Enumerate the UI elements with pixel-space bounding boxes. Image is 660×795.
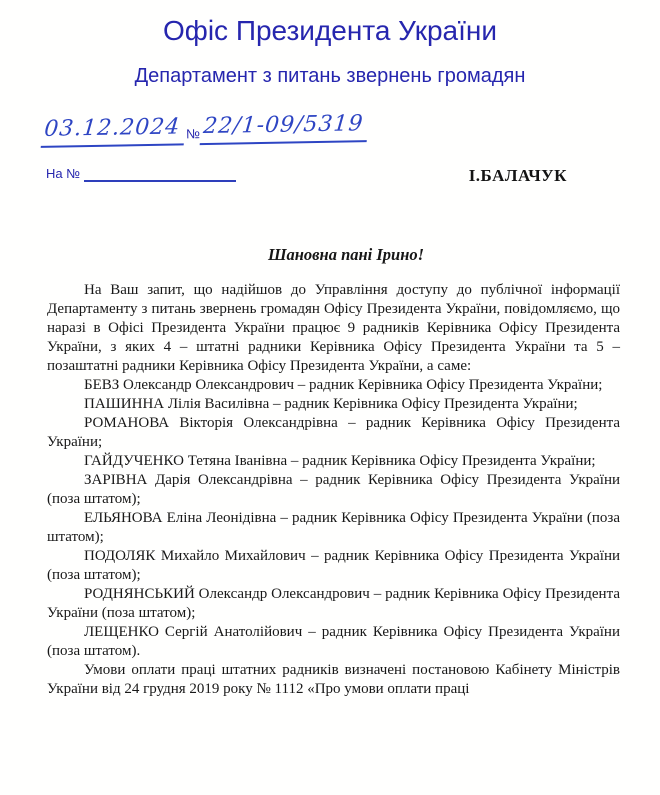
salutation: Шановна пані Ірино! bbox=[267, 245, 425, 264]
paragraph-pay-conditions: Умови оплати праці штатних радників визначені постановою Кабінету Міністрів України від 24 грудня 2019 року № 1112 «Про умови оплати праці bbox=[47, 662, 620, 697]
reply-blank-line bbox=[84, 166, 236, 182]
paragraph-advisor: ЛЕЩЕНКО Сергій Анатолійович – радник Керівника Офісу Президента України (поза штатом). bbox=[47, 624, 620, 659]
reply-reference-line bbox=[46, 166, 236, 182]
paragraph-advisor: ГАЙДУЧЕНКО Тетяна Іванівна – радник Керівника Офісу Президента України; bbox=[84, 453, 596, 469]
paragraph-advisor: ПАШИННА Лілія Василівна – радник Керівника Офісу Президента України; bbox=[84, 396, 578, 412]
paragraph-advisor: ПОДОЛЯК Михайло Михайлович – радник Керівника Офісу Президента України (поза штатом); bbox=[47, 548, 620, 583]
reply-to-label: На № bbox=[46, 166, 81, 181]
letter-body bbox=[47, 281, 620, 699]
paragraph-advisor: РОДНЯНСЬКИЙ Олександр Олександрович – радник Керівника Офісу Президента України (поза штатом); bbox=[47, 586, 620, 621]
org-subtitle: Департамент з питань звернень громадян bbox=[134, 65, 526, 87]
paragraph-advisor: ЕЛЬЯНОВА Еліна Леонідівна – радник Керівника Офісу Президента України (поза штатом); bbox=[47, 510, 620, 545]
paragraph-advisor: ЗАРІВНА Дарія Олександрівна – радник Керівника Офісу Президента України (поза штатом); bbox=[47, 472, 620, 507]
handwritten-date: 03.12.2024 bbox=[41, 114, 187, 148]
addressee-name: І.БАЛАЧУК bbox=[468, 166, 567, 185]
org-title: Офіс Президента України bbox=[163, 15, 497, 46]
handwritten-outgoing-number: 22/1-09/5319 bbox=[200, 111, 370, 145]
paragraph-advisor: РОМАНОВА Вікторія Олександрівна – радник Керівника Офісу Президента України; bbox=[47, 415, 620, 450]
number-sign: № bbox=[185, 126, 201, 142]
paragraph-advisor: БЕВЗ Олександр Олександрович – радник Керівника Офісу Президента України; bbox=[84, 377, 603, 393]
outgoing-reference-line bbox=[42, 111, 369, 148]
paragraph-intro: На Ваш запит, що надійшов до Управління доступу до публічної інформації Департаменту з питань звернень громадян Офісу Президента України, повідомляємо, що наразі в Офісі Президента України працює 9 радників Керівника Офісу Президента України, з яких 4 – штатні радники Керівника Офісу Президента України та 5 – позаштатні радники Керівника Офісу Президента України, а саме: bbox=[47, 282, 620, 374]
